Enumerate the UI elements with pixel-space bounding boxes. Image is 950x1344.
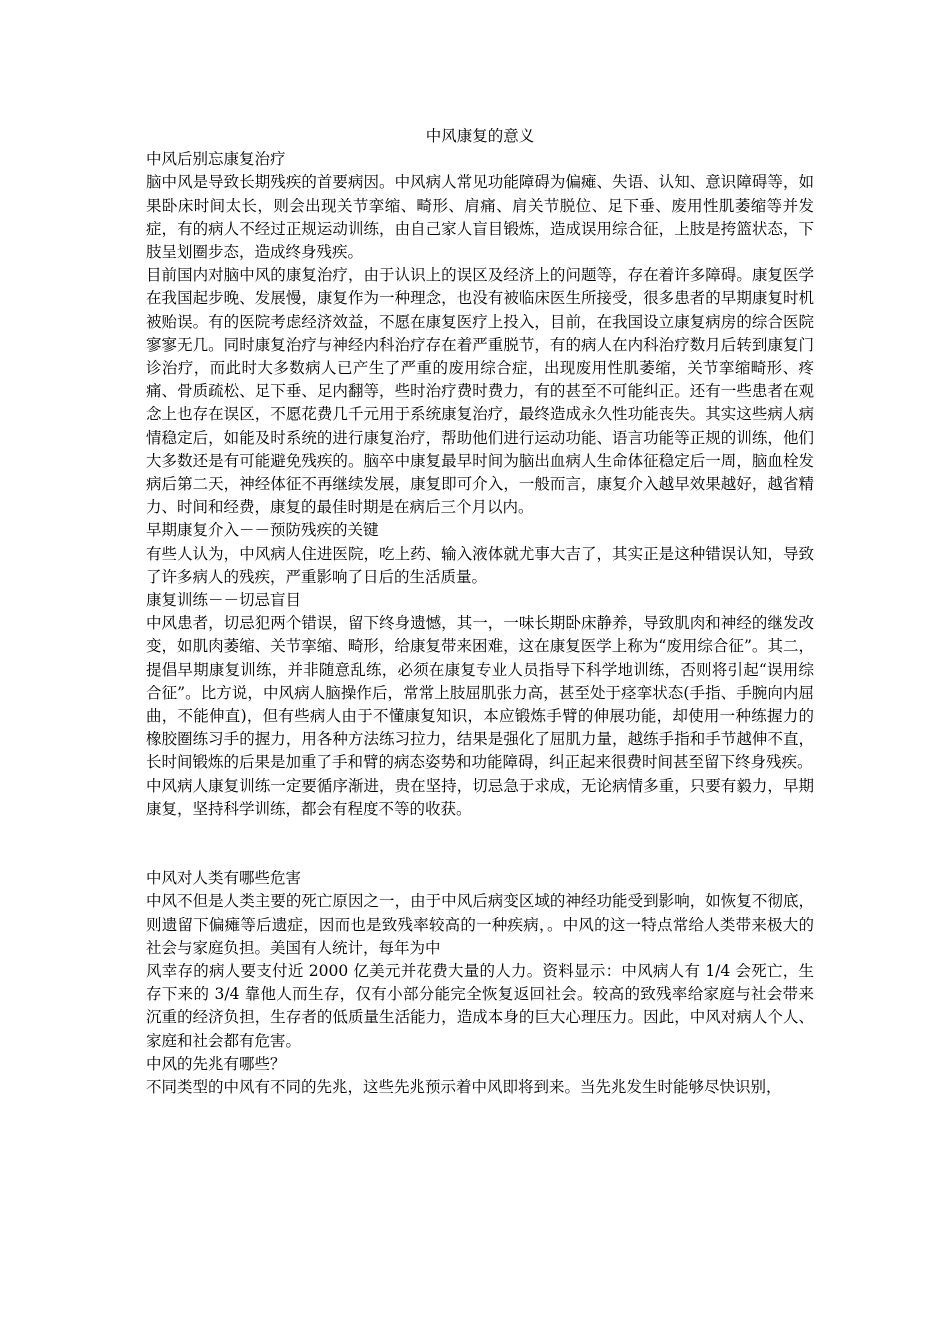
paragraph: 中风患者，切忌犯两个错误，留下终身遗憾，其一，一味长期卧床静养，导致肌肉和神经的继发改变，如肌肉萎缩、关节挛缩、畸形，给康复带来困难，这在康复医学上称为“废用综合征”。其二，提倡早期康复训练，并非随意乱练，必须在康复专业人员指导下科学地训练，否则将引起“误用综合征”。比方说，中风病人脑操作后，常常上肢屈肌张力高，甚至处于痉挛状态(手指、手腕向内屈曲，不能伸直)，但有些病人由于不懂康复知识，本应锻炼手臂的伸展功能，却使用一种练握力的橡胶圈练习手的握力，用各种方法练习拉力，结果是强化了屈肌力量，越练手指和手节越伸不直，长时间锻炼的后果是加重了手和臂的病态姿势和功能障碍，纠正起来很费时间甚至留下终身残疾。 [146,614,814,772]
paragraph: 不同类型的中风有不同的先兆，这些先兆预示着中风即将到来。当先兆发生时能够尽快识别， [146,1077,782,1096]
paragraph: 风幸存的病人要支付近 2000 亿美元并花费大量的人力。资料显示：中风病人有 1/4 会死亡，生存下来的 3/4 靠他人而生存，仅有小部分能完全恢复返回社会。较高的致残率给家庭与社会带来沉重的经济负担，生存者的低质量生活能力，造成本身的巨大心理压力。因此，中风对病人个人、家庭和社会都有危害。 [146,961,814,1050]
paragraph: 有些人认为，中风病人住进医院，吃上药、输入液体就尤事大吉了，其实正是这种错误认知，导致了许多病人的残疾，严重影响了日后的生活质量。 [146,544,814,586]
section-heading-training: 康复训练－－切忌盲目 [146,591,302,610]
section-heading-early-intervention: 早期康复介入－－预防残疾的关键 [146,521,379,540]
document-page [146,125,814,1099]
paragraph: 目前国内对脑中风的康复治疗，由于认识上的误区及经济上的问题等，存在着许多障碍。康复医学在我国起步晚、发展慢，康复作为一种理念，也没有被临床医生所接受，很多患者的早期康复时机被贻误。有的医院考虑经济效益，不愿在康复医疗上投入，目前，在我国设立康复病房的综合医院寥寥无几。同时康复治疗与神经内科治疗存在着严重脱节，有的病人在内科治疗数月后转到康复门诊治疗，而此时大多数病人已产生了严重的废用综合症，出现废用性肌萎缩，关节挛缩畸形、疼痛、骨质疏松、足下垂、足内翻等，些时治疗费时费力，有的甚至不可能纠正。还有一些患者在观念上也存在误区，不愿花费几千元用于系统康复治疗，最终造成永久性功能丧失。其实这些病人病情稳定后，如能及时系统的进行康复治疗，帮助他们进行运动功能、语言功能等正规的训练，他们大多数还是有可能避免残疾的。脑卒中康复最早时间为脑出血病人生命体征稳定后一周，脑血栓发病后第二天，神经体征不再继续发展，康复即可介入，一般而言，康复介入越早效果越好，越省精力、时间和经费，康复的最佳时期是在病后三个月以内。 [146,266,814,517]
paragraph: 中风不但是人类主要的死亡原因之一，由于中风后病变区域的神经功能受到影响，如恢复不彻底，则遗留下偏瘫等后遗症，因而也是致残率较高的一种疾病，。中风的这一特点常给人类带来极大的社会与家庭负担。美国有人统计，每年为中 [146,892,814,957]
blank-space [146,821,814,867]
document-title: 中风康复的意义 [425,127,535,145]
paragraph: 中风病人康复训练一定要循序渐进，贵在坚持，切忌急于求成，无论病情多重，只要有毅力，早期康复，坚持科学训练，都会有程度不等的收获。 [146,776,814,818]
section-heading-rehab: 中风后别忘康复治疗 [146,150,286,169]
section-heading-harm: 中风对人类有哪些危害 [146,869,302,888]
paragraph: 脑中风是导致长期残疾的首要病因。中风病人常见功能障碍为偏瘫、失语、认知、意识障碍等，如果卧床时间太长，则会出现关节挛缩、畸形、肩痛、肩关节脱位、足下垂、废用性肌萎缩等并发症，有的病人不经过正规运动训练，由自己家人盲目锻炼，造成误用综合征，上肢是挎篮状态，下肢呈划圈步态，造成终身残疾。 [146,173,814,262]
section-heading-warning-signs: 中风的先兆有哪些？ [146,1054,286,1073]
